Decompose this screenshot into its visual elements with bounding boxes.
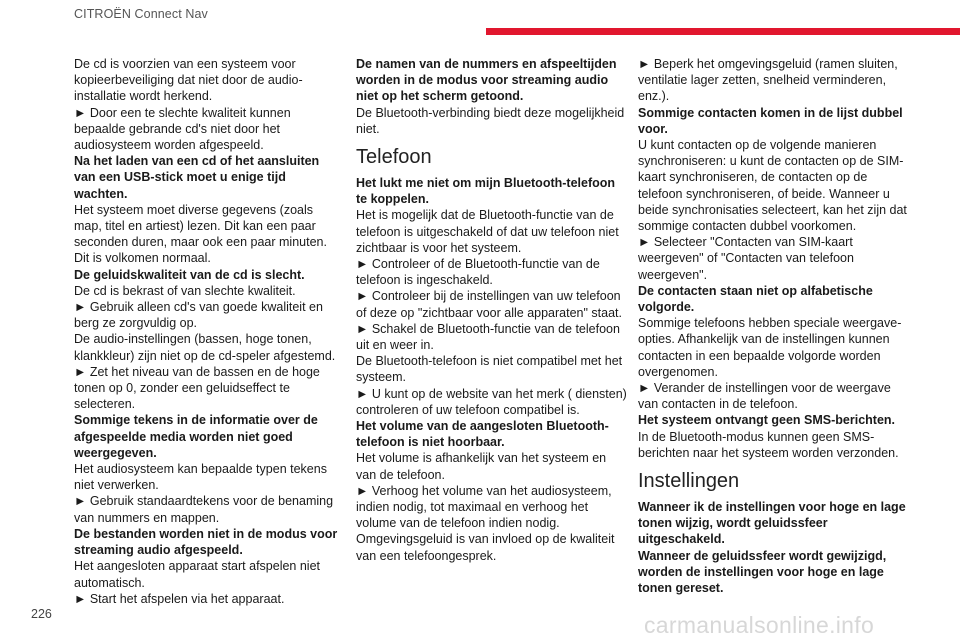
manual-title: CITROËN Connect Nav — [74, 7, 208, 21]
body-paragraph: ► Verander de instellingen voor de weergave van contacten in de telefoon. — [638, 381, 891, 412]
body-paragraph: Het aangesloten apparaat start afspelen niet automatisch. — [74, 559, 321, 590]
body-paragraph: De cd is voorzien van een systeem voor kopieerbeveiliging dat niet door de audio-installatie wordt herkend. — [74, 57, 303, 104]
body-paragraph: ► Controleer of de Bluetooth-functie van de telefoon is ingeschakeld. — [356, 257, 600, 288]
body-paragraph: In de Bluetooth-modus kunnen geen SMS-berichten naar het systeem worden verzonden. — [638, 429, 899, 460]
question-heading: De bestanden worden niet in de modus voor streaming audio afgespeeld. — [74, 526, 338, 558]
body-paragraph: ► Schakel de Bluetooth-functie van de telefoon uit en weer in. — [356, 321, 620, 353]
question-heading: Het volume van de aangesloten Bluetooth-telefoon is niet hoorbaar. — [356, 419, 609, 450]
section-heading: Telefoon — [356, 146, 432, 169]
body-paragraph: De Bluetooth-verbinding biedt deze mogelijkheid niet. — [356, 105, 625, 136]
question-heading: Wanneer ik de instellingen voor hoge en lage tonen wijzig, wordt geluidssfeer uitgeschakeld. — [638, 500, 906, 547]
body-paragraph: ► Beperk het omgevingsgeluid (ramen sluiten, ventilatie lager zetten, snelheid verminderen, enz.). — [638, 57, 898, 104]
body-paragraph: ► Gebruik alleen cd's van goede kwaliteit en berg ze zorgvuldig op. — [74, 300, 323, 331]
body-paragraph: ► Start het afspelen via het apparaat. — [74, 591, 285, 606]
body-paragraph: De audio-instellingen (bassen, hoge tonen, klankkleur) zijn niet op de cd-speler afgestemd. — [74, 332, 336, 363]
page-number: 226 — [31, 607, 52, 621]
question-heading: De geluidskwaliteit van de cd is slecht. — [74, 267, 305, 282]
body-paragraph: ► Zet het niveau van de bassen en de hoge tonen op 0, zonder een geluidseffect te selecteren. — [74, 364, 320, 412]
watermark: carmanualsonline.info — [644, 612, 875, 638]
body-paragraph: Het systeem moet diverse gegevens (zoals map, titel en artiest) lezen. Dit kan een paar seconden duren, maar ook een paar minuten. — [74, 202, 327, 250]
body-paragraph: De cd is bekrast of van slechte kwaliteit. — [74, 283, 296, 298]
question-heading: Na het laden van een cd of het aansluiten van een USB-stick moet u enige tijd wachten. — [74, 154, 320, 201]
question-heading: De namen van de nummers en afspeeltijden worden in de modus voor streaming audio niet op het scherm getoond. — [356, 57, 617, 104]
body-paragraph: ► Verhoog het volume van het audiosysteem, indien nodig, tot maximaal en verhoog het volume van de telefoon indien nodig. — [356, 483, 612, 531]
question-heading: Sommige contacten komen in de lijst dubbel voor. — [638, 105, 903, 136]
body-paragraph: De Bluetooth-telefoon is niet compatibel met het systeem. — [356, 354, 623, 385]
text-column-middle — [356, 56, 628, 564]
body-paragraph: ► Gebruik standaardtekens voor de benaming van nummers en mappen. — [74, 494, 334, 525]
body-paragraph: ► Controleer bij de instellingen van uw telefoon of deze op "zichtbaar voor alle apparaten" staat. — [356, 289, 622, 320]
header-accent-bar — [486, 28, 960, 35]
body-paragraph: ► Door een te slechte kwaliteit kunnen bepaalde gebrande cd's niet door het audiosysteem worden afgespeeld. — [74, 105, 291, 153]
body-paragraph: Het audiosysteem kan bepaalde typen tekens niet verwerken. — [74, 462, 327, 493]
question-heading: Sommige tekens in de informatie over de afgespeelde media worden niet goed weergegeven. — [74, 413, 318, 460]
section-heading: Instellingen — [638, 470, 740, 493]
body-paragraph: Het volume is afhankelijk van het systeem en van de telefoon. — [356, 451, 607, 482]
body-paragraph: Dit is volkomen normaal. — [74, 251, 211, 266]
question-heading: Het lukt me niet om mijn Bluetooth-telefoon te koppelen. — [356, 176, 616, 207]
body-paragraph: Sommige telefoons hebben speciale weergave-opties. Afhankelijk van de instellingen kunnen contacten in een bepaalde volgorde worden overgenomen. — [638, 316, 902, 379]
text-column-left — [74, 56, 342, 607]
question-heading: Wanneer de geluidssfeer wordt gewijzigd, worden de instellingen voor hoge en lage tonen gereset. — [638, 548, 887, 596]
question-heading: Het systeem ontvangt geen SMS-berichten. — [638, 413, 896, 428]
body-paragraph: Omgevingsgeluid is van invloed op de kwaliteit van een telefoongesprek. — [356, 532, 615, 563]
text-column-right — [638, 56, 910, 596]
body-paragraph: U kunt contacten op de volgende manieren synchroniseren: u kunt de contacten op de SIM-kaart synchroniseren, de contacten op de telefoon synchroniseren, of beide. Wanneer u beide synchronisaties selecteert, kan het zijn dat sommige contacten dubbel voorkomen. — [638, 138, 907, 234]
body-paragraph: ► U kunt op de website van het merk ( diensten) controleren of uw telefoon compatibel is. — [356, 386, 627, 417]
body-paragraph: Het is mogelijk dat de Bluetooth-functie van de telefoon is uitgeschakeld of dat uw telefoon niet zichtbaar is voor het systeem. — [356, 208, 619, 255]
question-heading: De contacten staan niet op alfabetische volgorde. — [638, 283, 873, 315]
body-paragraph: ► Selecteer "Contacten van SIM-kaart weergeven" of "Contacten van telefoon weergeven". — [638, 235, 854, 282]
